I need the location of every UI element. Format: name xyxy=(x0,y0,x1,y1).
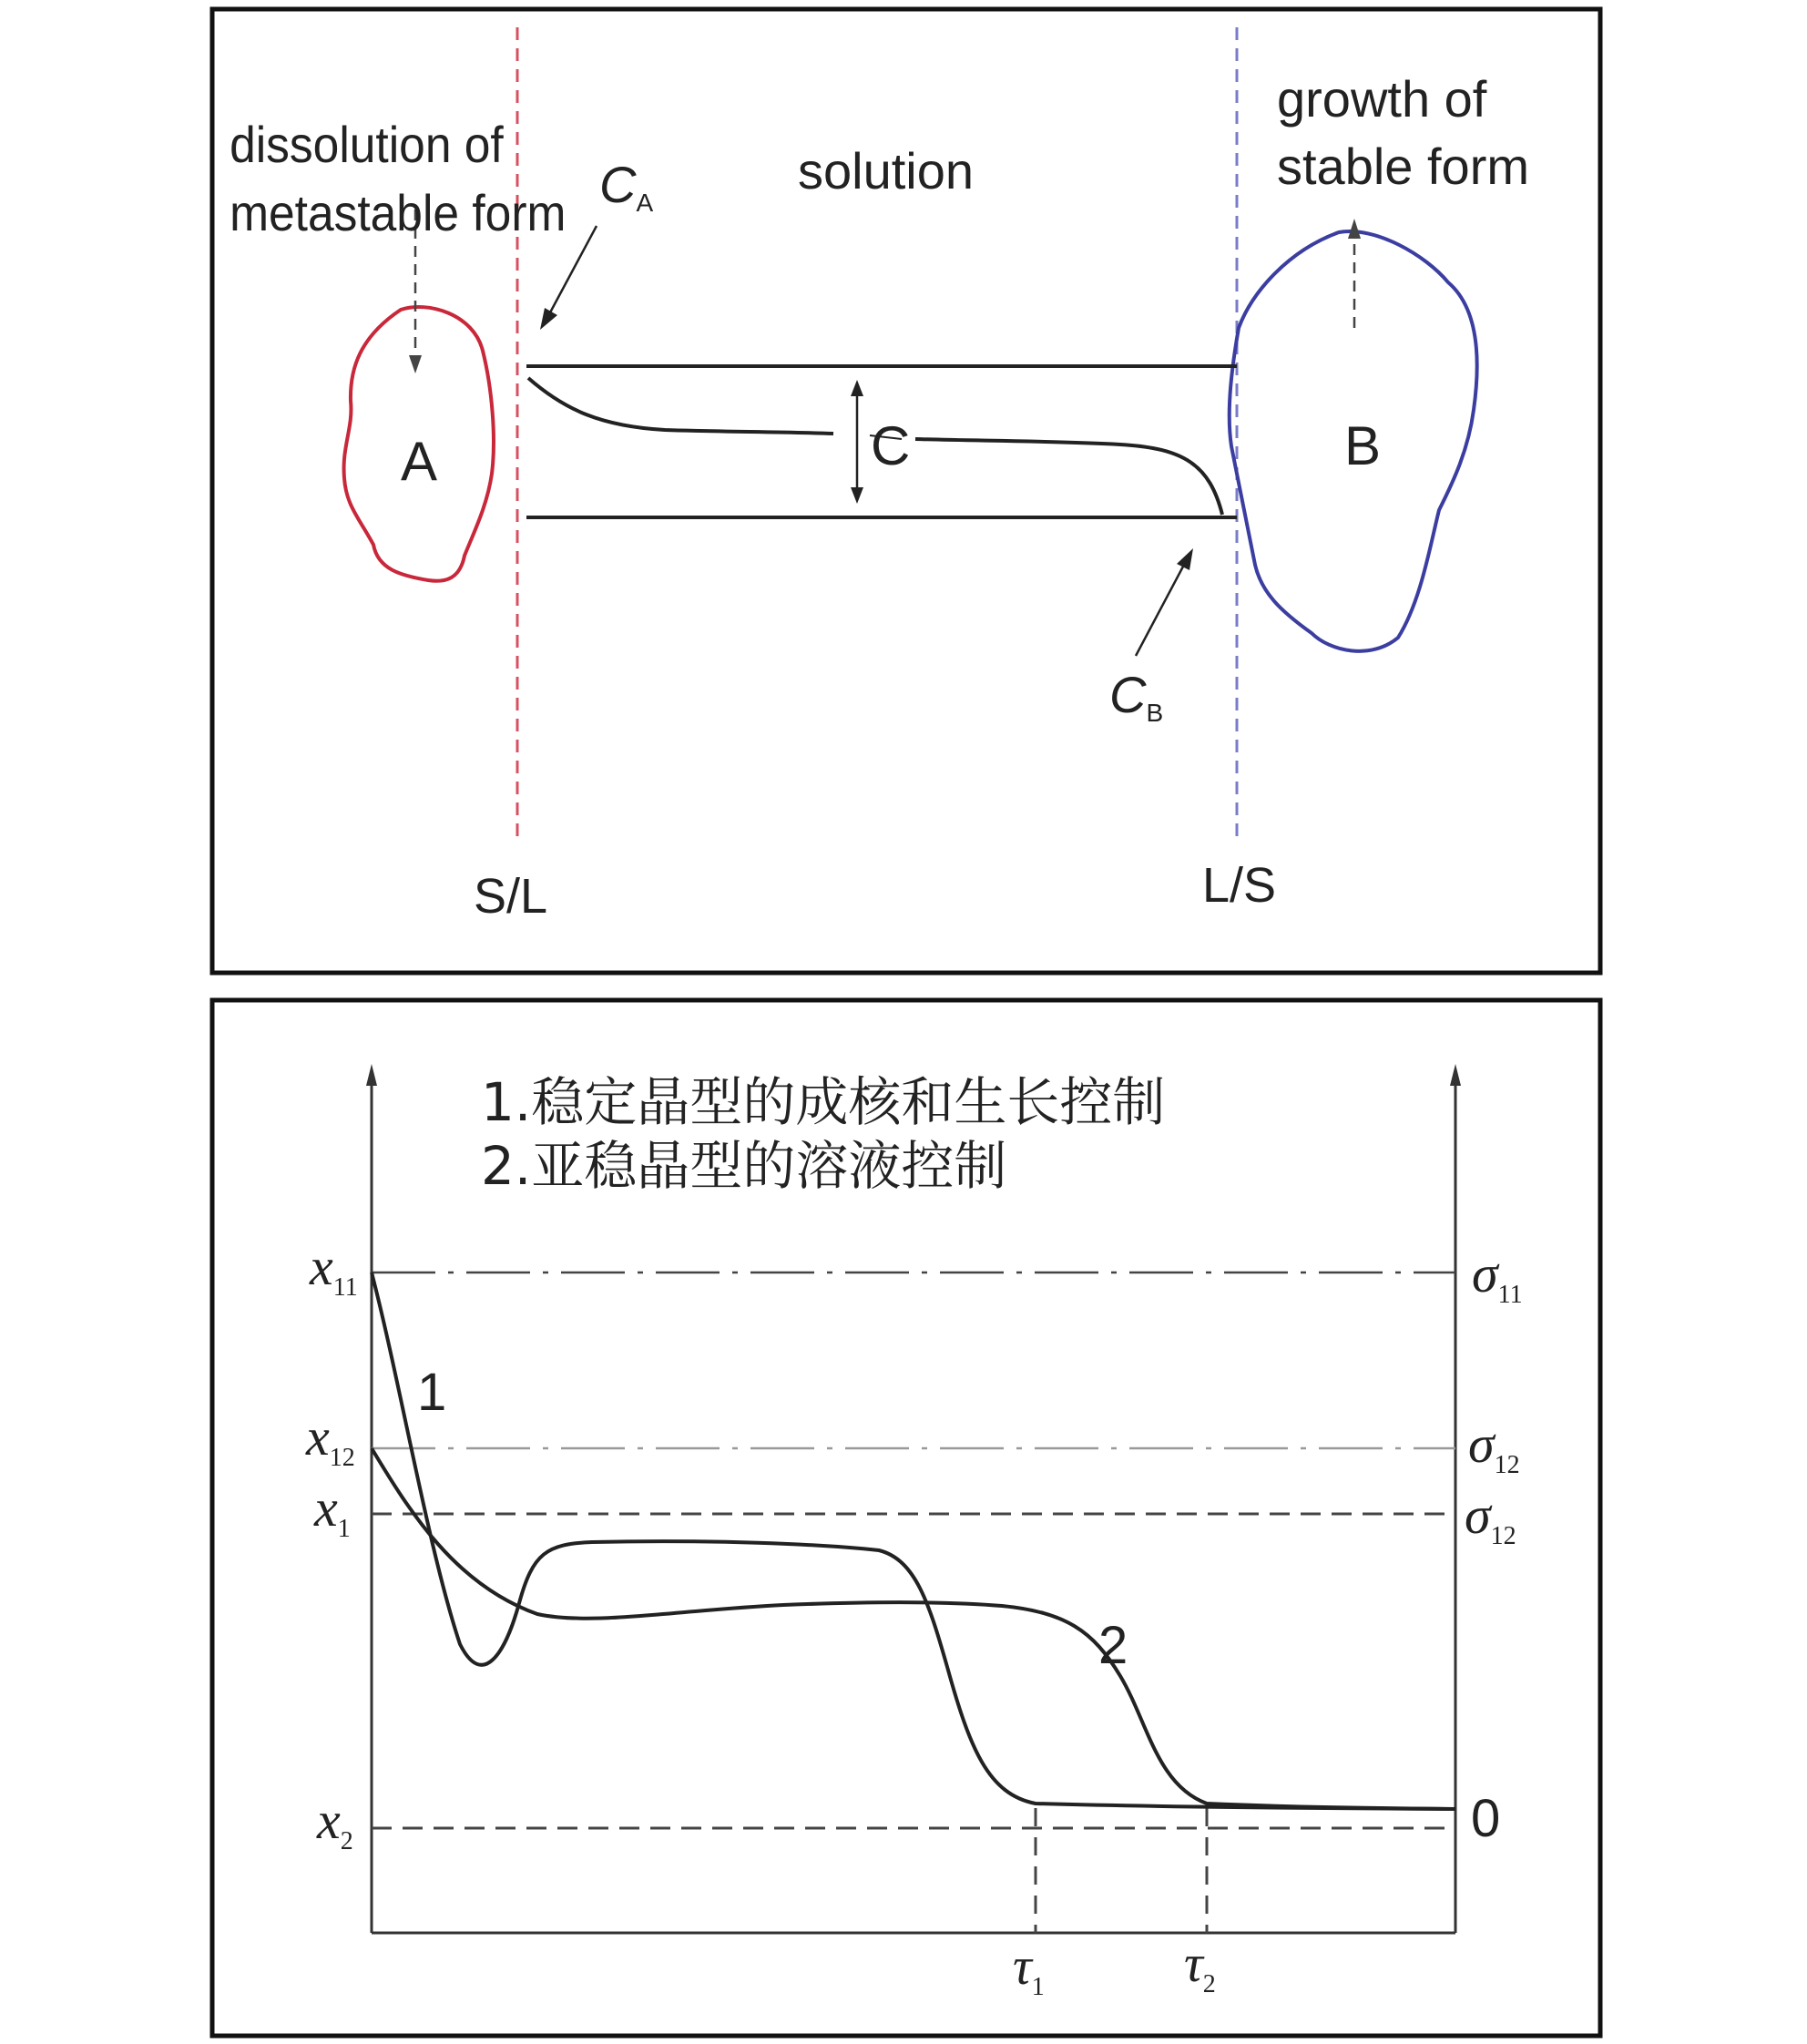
sigma12-tick-main-upper: σ xyxy=(1468,1415,1495,1474)
ca-pointer-head xyxy=(540,308,557,330)
dissolution-arrow-head xyxy=(409,355,422,373)
concentration-gap-label: C xyxy=(871,415,911,476)
top-panel xyxy=(212,9,1600,973)
growth-label-line1: growth of xyxy=(1277,70,1487,128)
x12-tick-main: x xyxy=(306,1407,330,1467)
tau1-tick-label xyxy=(1013,1937,1045,2001)
x12-tick-label xyxy=(305,1407,355,1472)
dissolution-label-line1: dissolution of xyxy=(230,117,504,174)
cb-label xyxy=(1109,666,1163,727)
x2-tick-main: x xyxy=(317,1791,341,1850)
cb-label-main: C xyxy=(1109,666,1147,723)
bottom-panel xyxy=(212,1000,1600,2036)
tau2-tick-label xyxy=(1184,1934,1216,1998)
ca-label-main: C xyxy=(599,156,637,213)
cb-pointer-line xyxy=(1136,565,1184,656)
solution-label: solution xyxy=(798,142,975,199)
growth-arrow-head xyxy=(1348,219,1361,239)
curve-1 xyxy=(372,1272,1455,1809)
tau1-tick-sub: 1 xyxy=(1031,1973,1045,2001)
cb-label-sub: B xyxy=(1146,699,1164,727)
zero-tick-label: 0 xyxy=(1471,1789,1501,1848)
tau2-tick-main: τ xyxy=(1184,1934,1203,1993)
x2-tick-label xyxy=(316,1791,353,1855)
solid-liquid-label: S/L xyxy=(474,869,548,924)
growth-label-line2: stable form xyxy=(1277,138,1529,195)
sigma12-tick-label-upper xyxy=(1468,1415,1520,1479)
sigma12-tick-main-lower: σ xyxy=(1465,1486,1491,1545)
x2-tick-sub: 2 xyxy=(340,1827,353,1855)
x1-tick-main: x xyxy=(314,1478,338,1538)
x11-tick-sub: 11 xyxy=(332,1273,358,1302)
right-axis-arrow xyxy=(1450,1064,1461,1086)
curve-2 xyxy=(372,1448,1455,1809)
tau2-tick-sub: 2 xyxy=(1202,1970,1216,1998)
crystal-b-label: B xyxy=(1344,415,1382,476)
concentration-gap-arrow-down xyxy=(851,487,863,504)
curve-1-label: 1 xyxy=(417,1363,447,1422)
sigma12-tick-sub-lower: 12 xyxy=(1490,1522,1516,1550)
sigma12-tick-label-lower xyxy=(1465,1486,1516,1550)
dissolution-label-line2: metastable form xyxy=(230,185,567,242)
tau1-tick-main: τ xyxy=(1013,1937,1032,1996)
sigma11-tick-label xyxy=(1472,1244,1523,1309)
left-axis-arrow xyxy=(366,1064,377,1086)
concentration-profile-right xyxy=(915,439,1222,515)
concentration-profile-left xyxy=(528,378,833,434)
sigma11-tick-main: σ xyxy=(1472,1244,1498,1303)
x1-tick-sub: 1 xyxy=(337,1515,351,1543)
x11-tick-label xyxy=(309,1237,358,1302)
curve-2-label: 2 xyxy=(1098,1616,1128,1675)
x1-tick-label xyxy=(313,1478,351,1543)
ca-label xyxy=(599,156,653,217)
legend-line-1: 1.稳定晶型的成核和生长控制 xyxy=(481,1071,1166,1133)
sigma12-tick-sub-upper: 12 xyxy=(1494,1451,1520,1479)
crystal-a-label: A xyxy=(401,431,438,492)
legend-line-2: 2.亚稳晶型的溶液控制 xyxy=(481,1135,1007,1197)
sigma11-tick-sub: 11 xyxy=(1497,1281,1523,1309)
concentration-gap-arrow-up xyxy=(851,380,863,396)
cb-pointer-head xyxy=(1177,548,1193,570)
x11-tick-main: x xyxy=(310,1237,333,1296)
ca-label-sub: A xyxy=(636,189,654,217)
liquid-solid-label: L/S xyxy=(1202,858,1277,913)
x12-tick-sub: 12 xyxy=(329,1444,355,1472)
